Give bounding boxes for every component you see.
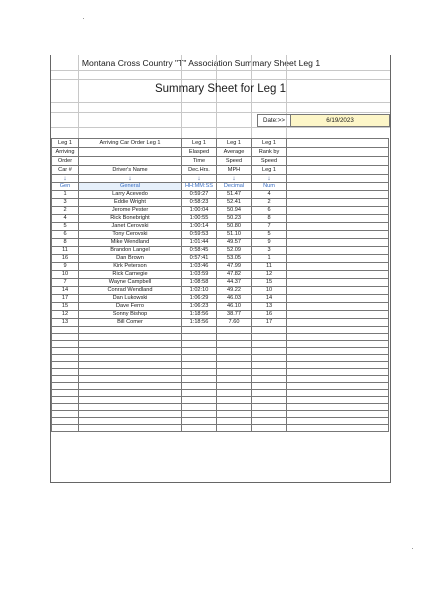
table-row bbox=[52, 215, 389, 223]
data-cell-col4[interactable]: 7.60 bbox=[217, 319, 252, 327]
date-value[interactable]: 6/19/2023 bbox=[291, 114, 390, 127]
empty-cell-col2[interactable] bbox=[79, 355, 182, 362]
empty-cell-col6[interactable] bbox=[287, 348, 389, 355]
empty-cell-col3[interactable] bbox=[182, 425, 217, 432]
header-row bbox=[52, 148, 389, 157]
empty-row bbox=[52, 411, 389, 418]
header-cell-col3[interactable]: Dec.Hrs. bbox=[182, 166, 217, 175]
empty-cell-col5[interactable] bbox=[252, 355, 287, 362]
empty-cell-col6[interactable] bbox=[287, 397, 389, 404]
empty-cell-col2[interactable] bbox=[79, 334, 182, 341]
empty-cell-col1[interactable] bbox=[52, 404, 79, 411]
empty-row bbox=[52, 404, 389, 411]
empty-cell-col3[interactable] bbox=[182, 355, 217, 362]
empty-cell-col2[interactable] bbox=[79, 369, 182, 376]
empty-cell-col1[interactable] bbox=[52, 327, 79, 334]
header-row bbox=[52, 166, 389, 175]
scan-speck bbox=[412, 548, 413, 549]
data-cell-col3[interactable]: 1:18:56 bbox=[182, 311, 217, 319]
empty-cell-col6[interactable] bbox=[287, 411, 389, 418]
data-cell-col6[interactable] bbox=[287, 199, 389, 207]
empty-cell-col1[interactable] bbox=[52, 390, 79, 397]
data-cell-col6[interactable] bbox=[287, 263, 389, 271]
header-cell-col4[interactable]: Average bbox=[217, 148, 252, 157]
empty-cell-col4[interactable] bbox=[217, 369, 252, 376]
empty-cell-col2[interactable] bbox=[79, 348, 182, 355]
data-cell-col5[interactable]: 2 bbox=[252, 199, 287, 207]
empty-cell-col2[interactable] bbox=[79, 404, 182, 411]
empty-cell-col4[interactable] bbox=[217, 348, 252, 355]
data-cell-col4[interactable]: 52.41 bbox=[217, 199, 252, 207]
empty-cell-col3[interactable] bbox=[182, 418, 217, 425]
data-cell-col2[interactable]: Conrad Wendland bbox=[79, 287, 182, 295]
empty-row bbox=[52, 348, 389, 355]
header-cell-col6[interactable] bbox=[287, 148, 389, 157]
data-cell-col2[interactable]: Dan Brown bbox=[79, 255, 182, 263]
data-cell-col2[interactable]: Wayne Campbell bbox=[79, 279, 182, 287]
data-cell-col5[interactable]: 14 bbox=[252, 295, 287, 303]
empty-cell-col2[interactable] bbox=[79, 390, 182, 397]
data-cell-col2[interactable]: Sonny Bishop bbox=[79, 311, 182, 319]
data-cell-col1[interactable]: 16 bbox=[52, 255, 79, 263]
data-cell-col6[interactable] bbox=[287, 215, 389, 223]
header-cell-col4[interactable]: Speed bbox=[217, 157, 252, 166]
arrow-cell-col6[interactable] bbox=[287, 175, 389, 183]
empty-cell-col5[interactable] bbox=[252, 334, 287, 341]
table-row bbox=[52, 295, 389, 303]
table-row bbox=[52, 279, 389, 287]
empty-cell-col4[interactable] bbox=[217, 390, 252, 397]
table-row bbox=[52, 199, 389, 207]
data-cell-col5[interactable]: 3 bbox=[252, 247, 287, 255]
empty-cell-col1[interactable] bbox=[52, 383, 79, 390]
empty-cell-col1[interactable] bbox=[52, 341, 79, 348]
data-cell-col2[interactable]: Jerome Pester bbox=[79, 207, 182, 215]
data-cell-col2[interactable]: Rick Bonebright bbox=[79, 215, 182, 223]
data-cell-col5[interactable]: 10 bbox=[252, 287, 287, 295]
empty-cell-col2[interactable] bbox=[79, 327, 182, 334]
empty-cell-col1[interactable] bbox=[52, 418, 79, 425]
header-cell-col1[interactable]: Car # bbox=[52, 166, 79, 175]
header-cell-col4[interactable]: MPH bbox=[217, 166, 252, 175]
data-cell-col1[interactable]: 15 bbox=[52, 303, 79, 311]
summary-sheet bbox=[50, 55, 391, 483]
empty-cell-col3[interactable] bbox=[182, 369, 217, 376]
table-row bbox=[52, 255, 389, 263]
data-cell-col3[interactable]: 0:59:27 bbox=[182, 191, 217, 199]
data-cell-col3[interactable]: 0:57:41 bbox=[182, 255, 217, 263]
header-cell-col5[interactable]: Speed bbox=[252, 157, 287, 166]
empty-cell-col4[interactable] bbox=[217, 411, 252, 418]
data-cell-col1[interactable]: 4 bbox=[52, 215, 79, 223]
header-cell-col5[interactable]: Rank by bbox=[252, 148, 287, 157]
header-cell-col5[interactable]: Leg 1 bbox=[252, 166, 287, 175]
data-cell-col2[interactable]: Larry Acevedo bbox=[79, 191, 182, 199]
data-cell-col6[interactable] bbox=[287, 303, 389, 311]
arrow-cell-col1[interactable]: ↓ bbox=[52, 175, 79, 183]
format-cell-col2[interactable]: General bbox=[79, 183, 182, 191]
empty-cell-col2[interactable] bbox=[79, 341, 182, 348]
data-cell-col5[interactable]: 7 bbox=[252, 223, 287, 231]
grid-line bbox=[181, 55, 182, 138]
empty-cell-col4[interactable] bbox=[217, 376, 252, 383]
empty-cell-col2[interactable] bbox=[79, 397, 182, 404]
empty-cell-col6[interactable] bbox=[287, 383, 389, 390]
data-cell-col2[interactable]: Bill Comer bbox=[79, 319, 182, 327]
table-row bbox=[52, 223, 389, 231]
data-cell-col6[interactable] bbox=[287, 311, 389, 319]
empty-cell-col4[interactable] bbox=[217, 383, 252, 390]
empty-cell-col1[interactable] bbox=[52, 362, 79, 369]
empty-row bbox=[52, 397, 389, 404]
data-cell-col1[interactable]: 7 bbox=[52, 279, 79, 287]
empty-cell-col3[interactable] bbox=[182, 362, 217, 369]
date-row bbox=[257, 114, 390, 125]
empty-cell-col2[interactable] bbox=[79, 362, 182, 369]
data-cell-col2[interactable]: Brandon Langel bbox=[79, 247, 182, 255]
data-cell-col4[interactable]: 46.10 bbox=[217, 303, 252, 311]
data-cell-col2[interactable]: Tony Cerovski bbox=[79, 231, 182, 239]
header-cell-col1[interactable]: Leg 1 bbox=[52, 139, 79, 148]
table-row bbox=[52, 311, 389, 319]
data-cell-col4[interactable]: 50.94 bbox=[217, 207, 252, 215]
grid-line bbox=[51, 70, 390, 71]
empty-row bbox=[52, 369, 389, 376]
data-cell-col2[interactable]: Dan Lukowski bbox=[79, 295, 182, 303]
data-cell-col3[interactable]: 1:03:59 bbox=[182, 271, 217, 279]
date-label: Date:>> bbox=[257, 114, 291, 127]
empty-cell-col2[interactable] bbox=[79, 411, 182, 418]
table-row bbox=[52, 191, 389, 199]
data-cell-col6[interactable] bbox=[287, 271, 389, 279]
empty-cell-col1[interactable] bbox=[52, 369, 79, 376]
data-cell-col6[interactable] bbox=[287, 191, 389, 199]
header-cell-col3[interactable]: Time bbox=[182, 157, 217, 166]
data-cell-col5[interactable]: 4 bbox=[252, 191, 287, 199]
data-cell-col6[interactable] bbox=[287, 223, 389, 231]
empty-row bbox=[52, 334, 389, 341]
data-cell-col1[interactable]: 5 bbox=[52, 223, 79, 231]
table-row bbox=[52, 239, 389, 247]
sheet-subtitle: Summary Sheet for Leg 1 bbox=[154, 83, 287, 95]
empty-cell-col3[interactable] bbox=[182, 327, 217, 334]
data-cell-col5[interactable]: 5 bbox=[252, 231, 287, 239]
data-cell-col2[interactable]: Rick Carnegie bbox=[79, 271, 182, 279]
empty-cell-col5[interactable] bbox=[252, 404, 287, 411]
data-cell-col3[interactable]: 0:58:45 bbox=[182, 247, 217, 255]
arrow-row bbox=[52, 175, 389, 183]
table-row bbox=[52, 287, 389, 295]
header-row bbox=[52, 157, 389, 166]
empty-cell-col1[interactable] bbox=[52, 355, 79, 362]
data-cell-col3[interactable]: 1:01:44 bbox=[182, 239, 217, 247]
empty-cell-col3[interactable] bbox=[182, 411, 217, 418]
data-cell-col4[interactable]: 49.57 bbox=[217, 239, 252, 247]
empty-cell-col3[interactable] bbox=[182, 341, 217, 348]
results-table bbox=[51, 138, 389, 432]
header-cell-col6[interactable] bbox=[287, 139, 389, 148]
empty-row bbox=[52, 383, 389, 390]
data-cell-col4[interactable]: 53.05 bbox=[217, 255, 252, 263]
empty-cell-col5[interactable] bbox=[252, 383, 287, 390]
table-row bbox=[52, 319, 389, 327]
empty-cell-col5[interactable] bbox=[252, 369, 287, 376]
arrow-cell-col4[interactable]: ↓ bbox=[217, 175, 252, 183]
format-cell-col6[interactable] bbox=[287, 183, 389, 191]
data-cell-col6[interactable] bbox=[287, 239, 389, 247]
data-cell-col5[interactable]: 8 bbox=[252, 215, 287, 223]
data-cell-col3[interactable]: 0:58:23 bbox=[182, 199, 217, 207]
data-cell-col5[interactable]: 15 bbox=[252, 279, 287, 287]
data-cell-col6[interactable] bbox=[287, 255, 389, 263]
data-cell-col3[interactable]: 1:00:14 bbox=[182, 223, 217, 231]
scan-speck bbox=[83, 18, 84, 19]
data-cell-col3[interactable]: 1:06:23 bbox=[182, 303, 217, 311]
empty-cell-col1[interactable] bbox=[52, 425, 79, 432]
empty-cell-col6[interactable] bbox=[287, 334, 389, 341]
empty-cell-col3[interactable] bbox=[182, 397, 217, 404]
empty-cell-col2[interactable] bbox=[79, 376, 182, 383]
data-cell-col5[interactable]: 13 bbox=[252, 303, 287, 311]
format-row bbox=[52, 183, 389, 191]
data-cell-col1[interactable]: 1 bbox=[52, 191, 79, 199]
grid-line bbox=[216, 55, 217, 138]
data-cell-col4[interactable]: 38.77 bbox=[217, 311, 252, 319]
empty-cell-col2[interactable] bbox=[79, 425, 182, 432]
data-cell-col2[interactable]: Dave Ferro bbox=[79, 303, 182, 311]
empty-cell-col5[interactable] bbox=[252, 397, 287, 404]
data-cell-col2[interactable]: Janet Cerovski bbox=[79, 223, 182, 231]
data-cell-col5[interactable]: 6 bbox=[252, 207, 287, 215]
empty-cell-col5[interactable] bbox=[252, 348, 287, 355]
empty-cell-col4[interactable] bbox=[217, 404, 252, 411]
empty-cell-col5[interactable] bbox=[252, 418, 287, 425]
empty-cell-col4[interactable] bbox=[217, 397, 252, 404]
header-row bbox=[52, 139, 389, 148]
grid-line bbox=[251, 55, 252, 138]
empty-cell-col4[interactable] bbox=[217, 425, 252, 432]
header-cell-col1[interactable]: Arriving bbox=[52, 148, 79, 157]
header-cell-col5[interactable]: Leg 1 bbox=[252, 139, 287, 148]
empty-cell-col6[interactable] bbox=[287, 341, 389, 348]
empty-cell-col5[interactable] bbox=[252, 411, 287, 418]
data-cell-col3[interactable]: 1:18:56 bbox=[182, 319, 217, 327]
empty-cell-col4[interactable] bbox=[217, 362, 252, 369]
header-cell-col4[interactable]: Leg 1 bbox=[217, 139, 252, 148]
table-row bbox=[52, 207, 389, 215]
empty-cell-col6[interactable] bbox=[287, 362, 389, 369]
empty-cell-col6[interactable] bbox=[287, 418, 389, 425]
data-cell-col4[interactable]: 51.47 bbox=[217, 191, 252, 199]
empty-row bbox=[52, 327, 389, 334]
empty-cell-col6[interactable] bbox=[287, 390, 389, 397]
header-cell-col1[interactable]: Order bbox=[52, 157, 79, 166]
grid-line bbox=[78, 55, 79, 138]
empty-cell-col3[interactable] bbox=[182, 376, 217, 383]
data-cell-col1[interactable]: 14 bbox=[52, 287, 79, 295]
empty-cell-col6[interactable] bbox=[287, 404, 389, 411]
grid-line bbox=[51, 127, 390, 128]
format-cell-col1[interactable]: Gen bbox=[52, 183, 79, 191]
arrow-cell-col2[interactable]: ↓ bbox=[79, 175, 182, 183]
data-cell-col5[interactable]: 12 bbox=[252, 271, 287, 279]
data-cell-col6[interactable] bbox=[287, 231, 389, 239]
data-cell-col3[interactable]: 1:08:58 bbox=[182, 279, 217, 287]
data-cell-col5[interactable]: 17 bbox=[252, 319, 287, 327]
data-cell-col5[interactable]: 16 bbox=[252, 311, 287, 319]
data-cell-col4[interactable]: 49.22 bbox=[217, 287, 252, 295]
sheet-title: Montana Cross Country "T" Association Summary Sheet Leg 1 bbox=[81, 58, 321, 68]
data-cell-col1[interactable]: 6 bbox=[52, 231, 79, 239]
header-cell-col2[interactable] bbox=[79, 148, 182, 157]
empty-cell-col4[interactable] bbox=[217, 355, 252, 362]
data-cell-col3[interactable]: 1:00:04 bbox=[182, 207, 217, 215]
empty-cell-col4[interactable] bbox=[217, 418, 252, 425]
empty-cell-col3[interactable] bbox=[182, 348, 217, 355]
data-cell-col3[interactable]: 1:06:29 bbox=[182, 295, 217, 303]
empty-row bbox=[52, 376, 389, 383]
empty-cell-col5[interactable] bbox=[252, 327, 287, 334]
data-cell-col3[interactable]: 1:03:46 bbox=[182, 263, 217, 271]
data-cell-col6[interactable] bbox=[287, 279, 389, 287]
header-cell-col6[interactable] bbox=[287, 157, 389, 166]
empty-cell-col5[interactable] bbox=[252, 362, 287, 369]
empty-row bbox=[52, 362, 389, 369]
empty-cell-col1[interactable] bbox=[52, 411, 79, 418]
empty-row bbox=[52, 355, 389, 362]
data-cell-col1[interactable]: 11 bbox=[52, 247, 79, 255]
data-cell-col4[interactable]: 46.03 bbox=[217, 295, 252, 303]
data-cell-col4[interactable]: 44.37 bbox=[217, 279, 252, 287]
empty-cell-col3[interactable] bbox=[182, 383, 217, 390]
data-cell-col6[interactable] bbox=[287, 207, 389, 215]
data-cell-col4[interactable]: 47.99 bbox=[217, 263, 252, 271]
data-cell-col6[interactable] bbox=[287, 247, 389, 255]
empty-cell-col5[interactable] bbox=[252, 376, 287, 383]
empty-cell-col5[interactable] bbox=[252, 341, 287, 348]
format-cell-col3[interactable]: HH:MM:SS bbox=[182, 183, 217, 191]
empty-cell-col6[interactable] bbox=[287, 376, 389, 383]
grid-line bbox=[51, 112, 390, 113]
data-cell-col4[interactable]: 52.09 bbox=[217, 247, 252, 255]
data-cell-col1[interactable]: 3 bbox=[52, 199, 79, 207]
empty-row bbox=[52, 341, 389, 348]
data-cell-col5[interactable]: 1 bbox=[252, 255, 287, 263]
data-cell-col1[interactable]: 10 bbox=[52, 271, 79, 279]
table-row bbox=[52, 231, 389, 239]
table-row bbox=[52, 303, 389, 311]
data-cell-col1[interactable]: 2 bbox=[52, 207, 79, 215]
data-cell-col1[interactable]: 9 bbox=[52, 263, 79, 271]
data-cell-col5[interactable]: 11 bbox=[252, 263, 287, 271]
data-cell-col1[interactable]: 12 bbox=[52, 311, 79, 319]
data-cell-col6[interactable] bbox=[287, 287, 389, 295]
empty-cell-col5[interactable] bbox=[252, 425, 287, 432]
empty-cell-col2[interactable] bbox=[79, 383, 182, 390]
arrow-cell-col5[interactable]: ↓ bbox=[252, 175, 287, 183]
table-row bbox=[52, 263, 389, 271]
data-cell-col1[interactable]: 13 bbox=[52, 319, 79, 327]
empty-row bbox=[52, 418, 389, 425]
header-cell-col2[interactable]: Arriving Car Order Leg 1 bbox=[79, 139, 182, 148]
grid-line bbox=[51, 79, 390, 80]
empty-cell-col6[interactable] bbox=[287, 355, 389, 362]
data-cell-col5[interactable]: 9 bbox=[252, 239, 287, 247]
empty-cell-col4[interactable] bbox=[217, 334, 252, 341]
arrow-cell-col3[interactable]: ↓ bbox=[182, 175, 217, 183]
data-cell-col1[interactable]: 17 bbox=[52, 295, 79, 303]
header-cell-col2[interactable] bbox=[79, 157, 182, 166]
format-cell-col4[interactable]: Decimal bbox=[217, 183, 252, 191]
empty-cell-col2[interactable] bbox=[79, 418, 182, 425]
table-row bbox=[52, 271, 389, 279]
data-cell-col4[interactable]: 47.82 bbox=[217, 271, 252, 279]
data-cell-col2[interactable]: Kirk Peterson bbox=[79, 263, 182, 271]
data-cell-col4[interactable]: 50.80 bbox=[217, 223, 252, 231]
empty-cell-col6[interactable] bbox=[287, 327, 389, 334]
empty-cell-col1[interactable] bbox=[52, 376, 79, 383]
empty-cell-col3[interactable] bbox=[182, 390, 217, 397]
empty-cell-col3[interactable] bbox=[182, 334, 217, 341]
data-cell-col6[interactable] bbox=[287, 295, 389, 303]
grid-line bbox=[51, 102, 390, 103]
empty-row bbox=[52, 390, 389, 397]
format-cell-col5[interactable]: Num bbox=[252, 183, 287, 191]
empty-cell-col1[interactable] bbox=[52, 334, 79, 341]
data-cell-col1[interactable]: 8 bbox=[52, 239, 79, 247]
empty-cell-col6[interactable] bbox=[287, 369, 389, 376]
data-cell-col3[interactable]: 0:59:53 bbox=[182, 231, 217, 239]
empty-cell-col4[interactable] bbox=[217, 327, 252, 334]
table-row bbox=[52, 247, 389, 255]
data-cell-col3[interactable]: 1:00:55 bbox=[182, 215, 217, 223]
empty-cell-col4[interactable] bbox=[217, 341, 252, 348]
empty-cell-col3[interactable] bbox=[182, 404, 217, 411]
empty-cell-col1[interactable] bbox=[52, 397, 79, 404]
empty-cell-col5[interactable] bbox=[252, 390, 287, 397]
header-cell-col3[interactable]: Elasped bbox=[182, 148, 217, 157]
header-cell-col3[interactable]: Leg 1 bbox=[182, 139, 217, 148]
header-cell-col6[interactable] bbox=[287, 166, 389, 175]
header-cell-col2[interactable]: Driver's Name bbox=[79, 166, 182, 175]
data-cell-col4[interactable]: 50.23 bbox=[217, 215, 252, 223]
empty-cell-col1[interactable] bbox=[52, 348, 79, 355]
data-cell-col6[interactable] bbox=[287, 319, 389, 327]
data-cell-col3[interactable]: 1:02:10 bbox=[182, 287, 217, 295]
data-cell-col4[interactable]: 51.10 bbox=[217, 231, 252, 239]
data-cell-col2[interactable]: Eddie Wright bbox=[79, 199, 182, 207]
empty-row bbox=[52, 425, 389, 432]
empty-cell-col6[interactable] bbox=[287, 425, 389, 432]
data-cell-col2[interactable]: Mike Wendland bbox=[79, 239, 182, 247]
